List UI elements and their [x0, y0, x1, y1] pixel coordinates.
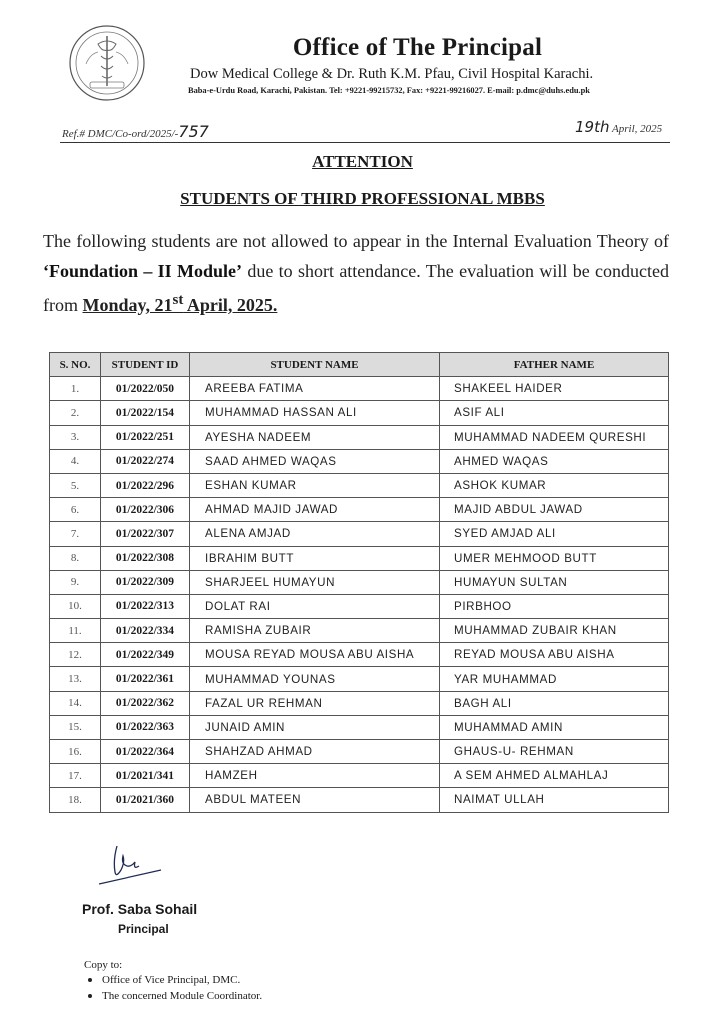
row-student-id: 01/2022/274 — [101, 449, 190, 473]
row-student-name: HAMZEH — [190, 764, 440, 788]
row-student-name: AREEBA FATIMA — [190, 377, 440, 401]
copy-to-item-text: The concerned Module Coordinator. — [102, 990, 263, 1002]
row-student-id: 01/2022/334 — [101, 619, 190, 643]
row-father-name: MAJID ABDUL JAWAD — [440, 498, 669, 522]
table-row — [50, 473, 669, 497]
student-table — [49, 352, 669, 813]
row-student-name: MOUSA REYAD MOUSA ABU AISHA — [190, 643, 440, 667]
table-row — [50, 715, 669, 739]
table-row — [50, 619, 669, 643]
header-student-id: STUDENT ID — [101, 353, 190, 377]
row-student-name: MUHAMMAD HASSAN ALI — [190, 401, 440, 425]
row-serial: 3. — [50, 425, 101, 449]
row-student-name: ALENA AMJAD — [190, 522, 440, 546]
signatory-title: Principal — [118, 922, 169, 936]
row-student-id: 01/2022/363 — [101, 715, 190, 739]
row-student-id: 01/2022/349 — [101, 643, 190, 667]
table-row — [50, 449, 669, 473]
row-student-name: IBRAHIM BUTT — [190, 546, 440, 570]
table-body — [50, 377, 669, 812]
row-student-id: 01/2022/050 — [101, 377, 190, 401]
letter-date — [575, 118, 662, 136]
row-serial: 7. — [50, 522, 101, 546]
row-student-id: 01/2022/307 — [101, 522, 190, 546]
row-serial: 9. — [50, 570, 101, 594]
copy-to-label: Copy to: — [84, 959, 123, 971]
exam-date — [82, 292, 278, 315]
row-student-id: 01/2022/313 — [101, 594, 190, 618]
row-father-name: A SEM AHMED ALMAHLAJ — [440, 764, 669, 788]
exam-date-month: April, 2025. — [183, 295, 278, 315]
row-student-name: ABDUL MATEEN — [190, 788, 440, 812]
row-father-name: MUHAMMAD ZUBAIR KHAN — [440, 619, 669, 643]
row-serial: 14. — [50, 691, 101, 715]
table-row — [50, 425, 669, 449]
row-student-name: SHARJEEL HUMAYUN — [190, 570, 440, 594]
row-student-id: 01/2022/362 — [101, 691, 190, 715]
row-serial: 10. — [50, 594, 101, 618]
table-row — [50, 740, 669, 764]
bullet-icon — [88, 994, 92, 998]
row-father-name: MUHAMMAD NADEEM QURESHI — [440, 425, 669, 449]
date-month-year: April, 2025 — [612, 123, 663, 135]
header-father-name: FATHER NAME — [440, 353, 669, 377]
row-student-id: 01/2022/154 — [101, 401, 190, 425]
module-name: ‘Foundation – II Module’ — [43, 260, 243, 281]
row-student-name: JUNAID AMIN — [190, 715, 440, 739]
row-father-name: GHAUS-U- REHMAN — [440, 740, 669, 764]
row-student-id: 01/2021/360 — [101, 788, 190, 812]
office-title: Office of The Principal — [292, 34, 543, 61]
row-student-id: 01/2022/306 — [101, 498, 190, 522]
row-father-name: YAR MUHAMMAD — [440, 667, 669, 691]
row-serial: 16. — [50, 740, 101, 764]
row-student-id: 01/2022/296 — [101, 473, 190, 497]
row-student-id: 01/2021/341 — [101, 764, 190, 788]
row-student-name: AYESHA NADEEM — [190, 425, 440, 449]
row-serial: 13. — [50, 667, 101, 691]
row-serial: 15. — [50, 715, 101, 739]
row-father-name: AHMED WAQAS — [440, 449, 669, 473]
row-father-name: ASHOK KUMAR — [440, 473, 669, 497]
notice-subject: STUDENTS OF THIRD PROFESSIONAL MBBS — [180, 189, 545, 208]
row-serial: 1. — [50, 377, 101, 401]
row-student-name: FAZAL UR REHMAN — [190, 691, 440, 715]
row-father-name: REYAD MOUSA ABU AISHA — [440, 643, 669, 667]
row-serial: 6. — [50, 498, 101, 522]
notice-body — [43, 227, 669, 321]
signature — [95, 840, 165, 888]
row-serial: 2. — [50, 401, 101, 425]
table-row — [50, 667, 669, 691]
copy-to-item-text: Office of Vice Principal, DMC. — [102, 974, 241, 986]
reference-prefix: Ref.# DMC/Co-ord/2025/- — [62, 128, 179, 140]
college-name: Dow Medical College & Dr. Ruth K.M. Pfau, Civil Hospital Karachi. — [190, 66, 594, 82]
table-header-row — [50, 353, 669, 377]
row-serial: 5. — [50, 473, 101, 497]
bullet-icon — [88, 978, 92, 982]
body-text-part1: The following students are not allowed to appear in the Internal Evaluation Theory of — [43, 231, 669, 251]
row-father-name: HUMAYUN SULTAN — [440, 570, 669, 594]
signatory-name: Prof. Saba Sohail — [82, 901, 198, 917]
table-row — [50, 498, 669, 522]
table-row — [50, 643, 669, 667]
table-row — [50, 401, 669, 425]
body-text-part2: due to short attendance. The evaluation will be conducted from — [43, 260, 669, 315]
row-student-id: 01/2022/308 — [101, 546, 190, 570]
exam-date-suffix: st — [172, 292, 184, 308]
notice-heading: ATTENTION — [312, 152, 413, 171]
row-student-name: SHAHZAD AHMAD — [190, 740, 440, 764]
table-row — [50, 377, 669, 401]
exam-date-day: Monday, 21 — [82, 295, 173, 315]
row-student-id: 01/2022/361 — [101, 667, 190, 691]
row-serial: 11. — [50, 619, 101, 643]
row-student-id: 01/2022/309 — [101, 570, 190, 594]
row-father-name: PIRBHOO — [440, 594, 669, 618]
table-row — [50, 522, 669, 546]
row-student-name: SAAD AHMED WAQAS — [190, 449, 440, 473]
contact-line: Baba-e-Urdu Road, Karachi, Pakistan. Tel: +9221-99215732, Fax: +9221-99216027. E-mail: p.dmc@duhs.edu.pk — [188, 86, 590, 95]
copy-to-item — [88, 990, 262, 1002]
row-father-name: NAIMAT ULLAH — [440, 788, 669, 812]
row-student-name: ESHAN KUMAR — [190, 473, 440, 497]
table-row — [50, 570, 669, 594]
header-serial: S. NO. — [50, 353, 101, 377]
table-row — [50, 546, 669, 570]
table-row — [50, 691, 669, 715]
row-father-name: SHAKEEL HAIDER — [440, 377, 669, 401]
row-serial: 12. — [50, 643, 101, 667]
row-father-name: ASIF ALI — [440, 401, 669, 425]
table-row — [50, 764, 669, 788]
table-row — [50, 788, 669, 812]
row-student-id: 01/2022/364 — [101, 740, 190, 764]
row-father-name: SYED AMJAD ALI — [440, 522, 669, 546]
row-student-name: AHMAD MAJID JAWAD — [190, 498, 440, 522]
row-serial: 18. — [50, 788, 101, 812]
row-father-name: BAGH ALI — [440, 691, 669, 715]
row-student-name: MUHAMMAD YOUNAS — [190, 667, 440, 691]
date-handwritten-day: 19th — [575, 118, 610, 136]
row-student-name: RAMISHA ZUBAIR — [190, 619, 440, 643]
row-serial: 8. — [50, 546, 101, 570]
reference-handwritten-number: 757 — [178, 122, 209, 141]
row-student-name: DOLAT RAI — [190, 594, 440, 618]
row-father-name: MUHAMMAD AMIN — [440, 715, 669, 739]
row-serial: 4. — [50, 449, 101, 473]
header-student-name: STUDENT NAME — [190, 353, 440, 377]
copy-to-item — [88, 974, 240, 986]
reference-number — [62, 122, 209, 141]
table-row — [50, 594, 669, 618]
row-student-id: 01/2022/251 — [101, 425, 190, 449]
row-serial: 17. — [50, 764, 101, 788]
row-father-name: UMER MEHMOOD BUTT — [440, 546, 669, 570]
